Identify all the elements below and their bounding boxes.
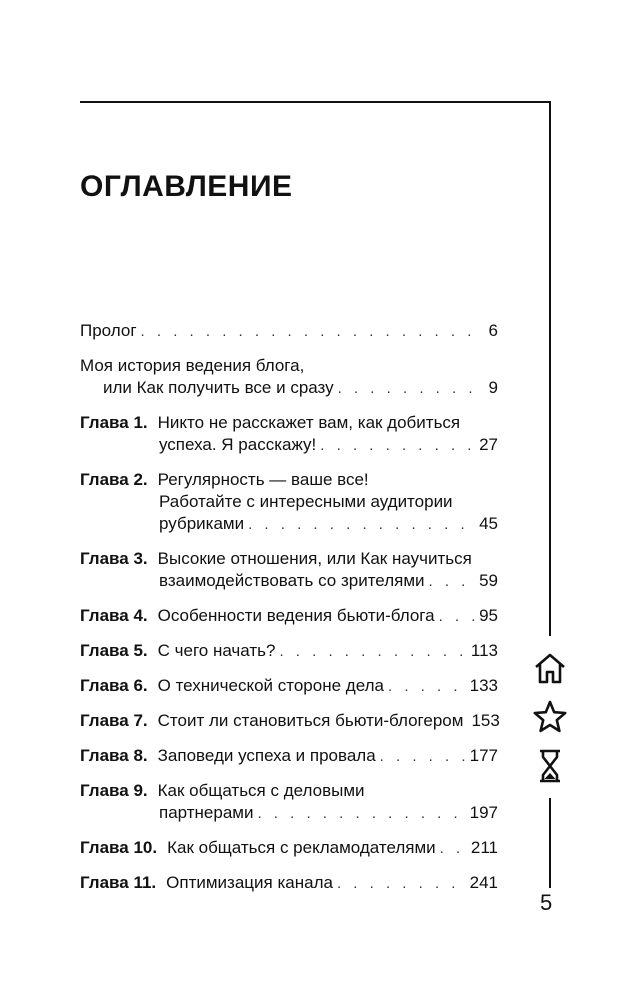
entry-title: Моя история ведения блога, [80,356,305,375]
entry-title: Как общаться с рекламодателями [167,838,436,857]
page-ref: 211 [470,838,498,857]
toc-entry[interactable] [80,710,498,733]
chapter-label: Глава 2. [80,470,148,489]
dot-leader [337,873,466,895]
dot-leader [257,803,465,825]
page-ref: 6 [488,321,498,340]
toc-line [80,872,498,895]
toc-line [80,802,498,825]
chapter-label: Глава 6. [80,676,148,695]
toc-line [80,710,498,733]
toc-entry[interactable] [80,469,498,536]
page-number: 5 [540,890,553,915]
entry-title: Регулярность — ваше все! [157,470,369,489]
entry-title: Заповеди успеха и провала [157,746,376,765]
toc-line [80,434,498,457]
toc-entry[interactable] [80,320,498,343]
toc-line [80,377,498,400]
page-ref: 133 [469,676,498,695]
chapter-label: Глава 5. [80,641,148,660]
page-title: ОГЛАВЛЕНИЕ [80,170,293,203]
chapter-label: Глава 11. [80,873,157,892]
toc-entry[interactable] [80,745,498,768]
toc-line [80,469,498,491]
toc-line [80,412,498,434]
dot-leader [429,571,476,593]
dot-leader [320,435,475,457]
toc-line [80,355,498,377]
chapter-label: Глава 8. [80,746,148,765]
toc-entry[interactable] [80,872,498,895]
toc-line [80,491,498,513]
star-icon[interactable] [532,699,568,735]
toc-entry[interactable] [80,605,498,628]
dot-leader [388,676,466,698]
dot-leader [279,641,466,663]
dot-leader [380,746,466,768]
hourglass-icon[interactable] [532,748,568,784]
page-ref: 197 [469,803,498,822]
toc-line [80,570,498,593]
entry-title: Работайте с интересными аудитории [159,492,453,511]
home-icon[interactable] [532,650,568,686]
page-ref: 153 [471,711,500,730]
entry-title: Стоит ли становиться бьюти-блогером [157,711,464,730]
toc-entry[interactable] [80,355,498,400]
toc-entry[interactable] [80,640,498,663]
toc-line [80,780,498,802]
entry-title: Оптимизация канала [166,873,333,892]
chapter-label: Глава 1. [80,413,148,432]
dot-leader [141,321,485,343]
page-ref: 177 [469,746,498,765]
entry-title: Особенности ведения бьюти-блога [157,606,435,625]
entry-title: Пролог [80,321,137,340]
toc-entry[interactable] [80,675,498,698]
side-rule-bottom [549,798,551,888]
dot-leader [440,838,467,860]
toc-entry[interactable] [80,412,498,457]
page-ref: 45 [479,514,498,533]
toc-entry[interactable] [80,548,498,593]
page-ref: 27 [479,435,498,454]
chapter-label: Глава 9. [80,781,148,800]
page-ref: 59 [479,571,498,590]
toc-line [80,548,498,570]
toc-line [80,320,498,343]
entry-title: взаимодействовать со зрителями [159,571,425,590]
entry-title: Высокие отношения, или Как научиться [157,549,472,568]
dot-leader [338,378,485,400]
page-ref: 113 [470,641,498,660]
dot-leader [439,606,475,628]
toc-line [80,640,498,663]
page-ref: 9 [488,378,498,397]
toc-line [80,837,498,860]
entry-title: рубриками [159,514,245,533]
toc-entry[interactable] [80,780,498,825]
toc-line [80,675,498,698]
chapter-label: Глава 7. [80,711,148,730]
toc-entry[interactable] [80,837,498,860]
entry-title: Никто не расскажет вам, как добиться [157,413,461,432]
chapter-label: Глава 4. [80,606,148,625]
side-rule-top [549,101,551,636]
dot-leader [248,514,475,536]
top-rule [80,101,551,103]
page-ref: 95 [479,606,498,625]
toc-line [80,513,498,536]
entry-title: Как общаться с деловыми [157,781,365,800]
entry-title: или Как получить все и сразу [103,378,334,397]
toc-line [80,745,498,768]
table-of-contents [80,320,498,907]
chapter-label: Глава 3. [80,549,148,568]
entry-title: партнерами [159,803,254,822]
toc-line [80,605,498,628]
entry-title: С чего начать? [157,641,276,660]
entry-title: О технической стороне дела [157,676,384,695]
chapter-label: Глава 10. [80,838,158,857]
entry-title: успеха. Я расскажу! [159,435,317,454]
page-ref: 241 [469,873,498,892]
